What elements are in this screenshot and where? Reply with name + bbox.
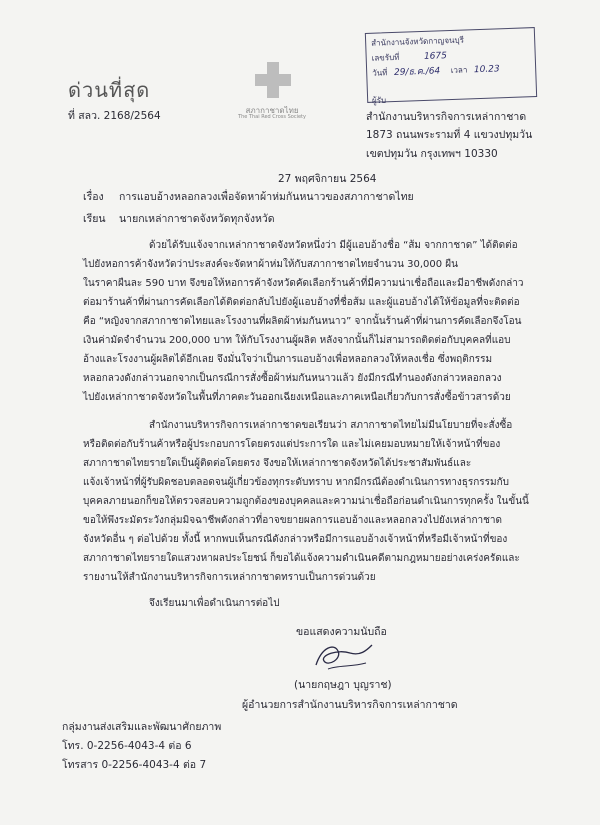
- closing-salutation: ขอแสดงความนับถือ: [296, 626, 387, 638]
- body-line: หลอกลวงดังกล่าวนอกจากเป็นกรณีการสั่งซื้อผ้าห่มกันหนาวแล้ว ยังมีกรณีทำนองดังกล่าวหลอกลวง: [83, 373, 502, 384]
- stamp-date-value: 29/ธ.ค./64: [393, 66, 441, 78]
- body-line: รายงานให้สำนักงานบริหารกิจการเหล่ากาชาดทราบเป็นการด่วนด้วย: [83, 572, 376, 583]
- body-line: สำนักงานบริหารกิจการเหล่ากาชาดขอเรียนว่า สภากาชาดไทยไม่มีนโยบายที่จะสั่งซื้อ: [149, 420, 513, 431]
- body-line: หรือติดต่อกับร้านค้าหรือผู้ประกอบการโดยตรงแต่ประการใด และไม่เคยมอบหมายให้เจ้าหน้าที่ของ: [83, 439, 501, 450]
- body-line: อ้างและโรงงานผู้ผลิตได้อีกเลย จึงมั่นใจว่าเป็นการแอบอ้างเพื่อหลอกลวงให้หลงเชื่อ ซึ่งพฤติกรรม: [83, 354, 493, 365]
- urgency-label: ด่วนที่สุด: [68, 78, 151, 102]
- logo-english-name: The Thai Red Cross Society: [238, 114, 306, 120]
- stamp-receipt-number: 1675: [423, 51, 448, 62]
- recipient-text: นายกเหล่ากาชาดจังหวัดทุกจังหวัด: [119, 213, 275, 225]
- subject-label: เรื่อง: [83, 191, 104, 203]
- red-cross-logo-icon: [255, 62, 291, 98]
- body-line: บุคคลภายนอกก็ขอให้ตรวจสอบความถูกต้องของบุคคลและความน่าเชื่อถือก่อนดำเนินการทุกครั้ง ในขั้นนี้: [83, 496, 529, 507]
- office-name: สำนักงานบริหารกิจการเหล่ากาชาด: [366, 111, 527, 123]
- logo-name: สภากาชาดไทย: [245, 106, 299, 115]
- receipt-stamp: [365, 27, 537, 103]
- address-line-1: 1873 ถนนพระรามที่ 4 แขวงปทุมวัน: [366, 129, 533, 141]
- body-line: ต่อมาร้านค้าที่ผ่านการคัดเลือกได้ติดต่อกลับไปยังผู้แอบอ้างที่ชื่อส้ม และผู้แอบอ้างได้ให้ข้อมูลที่จะติดต่อ: [83, 297, 520, 308]
- body-line: สภากาชาดไทยรายใดแสวงหาผลประโยชน์ ก็ขอได้แจ้งความดำเนินคดีตามกฎหมายอย่างเคร่งครัดและ: [83, 553, 520, 564]
- stamp-time-label: เวลา: [450, 65, 468, 76]
- body-line: คือ “หญิงจากสภากาชาดไทยและโรงงานที่ผลิตผ้าห่มกันหนาว” จากนั้นร้านค้าที่ผ่านการคัดเลือกจึงโอน: [83, 316, 522, 327]
- footer-telephone: โทร. 0-2256-4043-4 ต่อ 6: [62, 740, 192, 752]
- recipient-label: เรียน: [83, 213, 106, 225]
- signature-icon: [308, 639, 378, 673]
- stamp-org: สำนักงานจังหวัดกาญจนบุรี: [371, 35, 465, 48]
- body-line: ในราคาผืนละ 590 บาท จึงขอให้หอการค้าจังหวัดคัดเลือกร้านค้าที่มีความน่าเชื่อถือและมีอาชีพดังกล่าว: [83, 278, 524, 289]
- subject-text: การแอบอ้างหลอกลวงเพื่อจัดหาผ้าห่มกันหนาวของสภากาชาดไทย: [119, 191, 414, 203]
- stamp-time-value: 10.23: [473, 64, 500, 76]
- body-line: ด้วยได้รับแจ้งจากเหล่ากาชาดจังหวัดหนึ่งว่า มีผู้แอบอ้างชื่อ “ส้ม จากกาชาด” ได้ติดต่อ: [149, 240, 518, 251]
- letter-date: 27 พฤศจิกายน 2564: [278, 173, 377, 185]
- footer-fax: โทรสาร 0-2256-4043-4 ต่อ 7: [62, 759, 207, 771]
- stamp-receipt-label: เลขรับที่: [371, 52, 400, 63]
- footer-department: กลุ่มงานส่งเสริมและพัฒนาศักยภาพ: [62, 721, 222, 733]
- body-line: เงินค่ามัดจำจำนวน 200,000 บาท ให้กับโรงงานผู้ผลิต หลังจากนั้นก็ไม่สามารถติดต่อกับบุคคลที่แอบ: [83, 335, 511, 346]
- body-line: จึงเรียนมาเพื่อดำเนินการต่อไป: [149, 598, 280, 609]
- signer-name: (นายกฤษฎา บุญราช): [294, 679, 392, 691]
- signer-title: ผู้อำนวยการสำนักงานบริหารกิจการเหล่ากาชาด: [242, 699, 458, 711]
- body-line: ไปยังเหล่ากาชาดจังหวัดในพื้นที่ภาคตะวันออกเฉียงเหนือและภาคเหนือเกี่ยวกับการสั่งซื้อข้าวสารด้วย: [83, 392, 511, 403]
- address-line-2: เขตปทุมวัน กรุงเทพฯ 10330: [366, 148, 498, 160]
- body-line: จังหวัดอื่น ๆ ต่อไปด้วย ทั้งนี้ หากพบเห็นกรณีดังกล่าวหรือมีการแอบอ้างเจ้าหน้าที่หรือมีเจ้าหน้าที่ของ: [83, 534, 508, 545]
- body-line: ไปยังหอการค้าจังหวัดว่าประสงค์จะจัดหาผ้าห่มให้กับสภากาชาดไทยจำนวน 30,000 ผืน: [83, 259, 458, 270]
- document-number: ที่ สลว. 2168/2564: [68, 110, 161, 122]
- stamp-receiver-label: ผู้รับ: [372, 96, 387, 105]
- stamp-date-label: วันที่: [372, 68, 388, 78]
- body-line: สภากาชาดไทยรายใดเป็นผู้ติดต่อโดยตรง จึงขอให้เหล่ากาชาดจังหวัดได้ประชาสัมพันธ์และ: [83, 458, 472, 469]
- body-line: ขอให้พึงระมัดระวังกลุ่มมิจฉาชีพดังกล่าวที่อาจขยายผลการแอบอ้างและหลอกลวงไปยังเหล่ากาชาด: [83, 515, 503, 526]
- body-line: แจ้งเจ้าหน้าที่ผู้รับผิดชอบตลอดจนผู้เกี่ยวข้องทุกระดับทราบ หากมีกรณีต้องดำเนินการทางธุรกรรมกับ: [83, 477, 510, 488]
